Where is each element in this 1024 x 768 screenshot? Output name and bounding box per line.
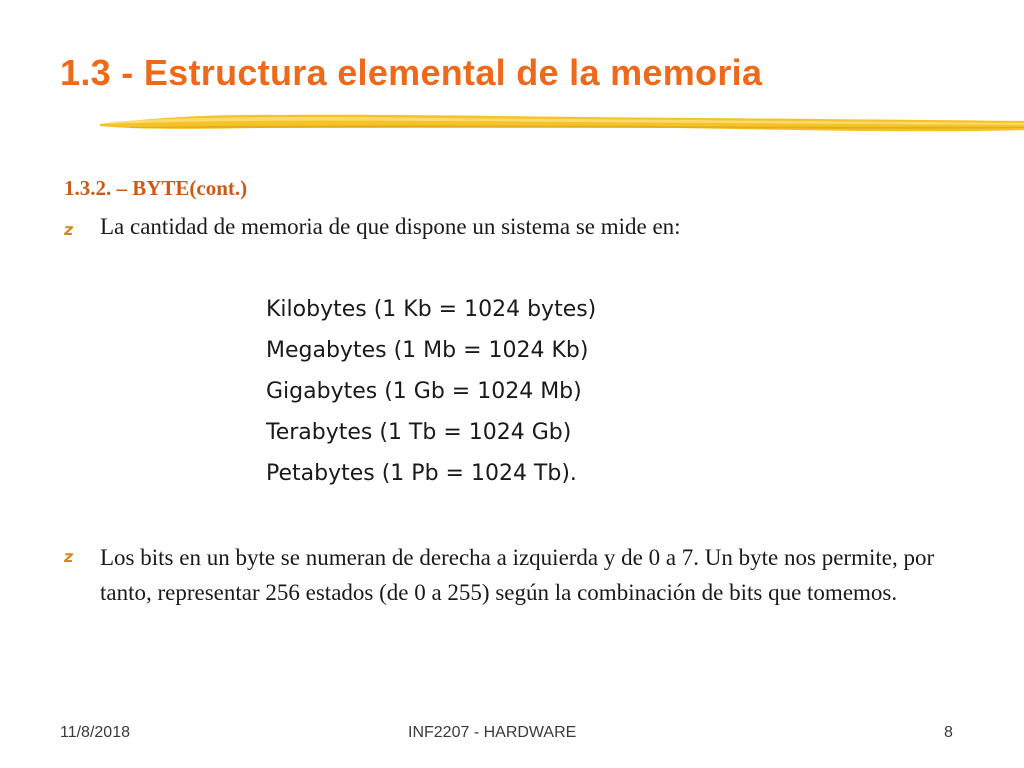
unit-item-gigabytes: Gigabytes (1 Gb = 1024 Mb) [266, 379, 582, 404]
unit-item-kilobytes: Kilobytes (1 Kb = 1024 bytes) [266, 297, 597, 322]
bullet-icon: z [62, 220, 75, 239]
title-underline-brush [100, 106, 1024, 138]
slide-title: 1.3 - Estructura elemental de la memoria [60, 52, 763, 93]
bullet-icon: z [62, 547, 75, 566]
memory-unit-list [266, 289, 596, 494]
section-subheading: 1.3.2. – BYTE(cont.) [64, 176, 248, 200]
unit-item-terabytes: Terabytes (1 Tb = 1024 Gb) [266, 420, 572, 445]
bullet-text-bit-numbering: Los bits en un byte se numeran de derecha a izquierda y de 0 a 7. Un byte nos permite, por tanto, representar 256 estados (de 0 a 255) según la combinación de bits que tomemos. [100, 545, 935, 605]
unit-item-petabytes: Petabytes (1 Pb = 1024 Tb). [266, 461, 577, 486]
bullet-text-memory-units: La cantidad de memoria de que dispone un sistema se mide en: [100, 214, 681, 239]
footer-course: INF2207 - HARDWARE [408, 724, 577, 741]
footer-date: 11/8/2018 [60, 724, 130, 741]
footer-page-number: 8 [944, 724, 953, 741]
unit-item-megabytes: Megabytes (1 Mb = 1024 Kb) [266, 338, 589, 363]
